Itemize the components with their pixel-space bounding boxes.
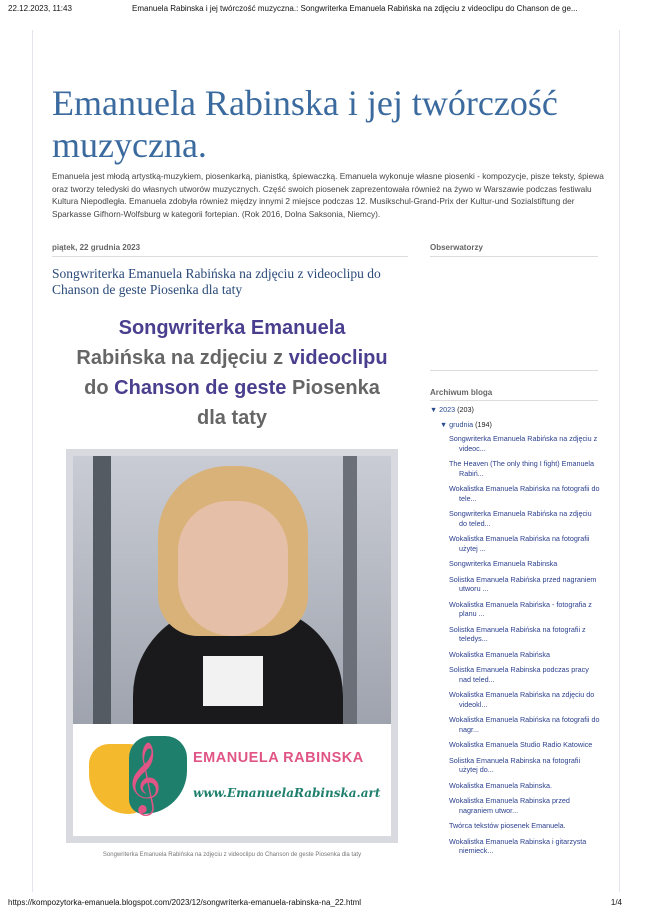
archive-post-link[interactable]: Wokalistka Emanuela Rabińska na zdjęciu do videokl... xyxy=(449,690,595,709)
heading-part: do xyxy=(84,377,109,399)
archive-post-link[interactable]: Songwriterka Emanuela Rabińska na zdjęciu do teled... xyxy=(449,509,592,528)
month-count: (194) xyxy=(475,419,492,429)
archive-post-link[interactable]: Solistka Emanuela Rabińska przed nagraniem utworu ... xyxy=(449,574,597,593)
expand-triangle-icon[interactable]: ▼ xyxy=(430,405,438,414)
print-page-number: 1/4 xyxy=(610,898,622,907)
image-caption: Songwriterka Emanuela Rabińska na zdjęciu z videoclipu do Chanson de geste Piosenka dla taty xyxy=(102,852,362,858)
year-count: (203) xyxy=(457,405,474,414)
heading-part: u xyxy=(375,347,388,369)
archive-post-link[interactable]: Wokalistka Emanuela Rabinska i gitarzysta niemieck... xyxy=(449,836,587,855)
print-page-title: Emanuela Rabinska i jej twórczość muzyczna.: Songwriterka Emanuela Rabińska na zdjęciu z videoclipu do Chanson de ge... xyxy=(132,4,578,13)
divider xyxy=(52,256,408,257)
archive-post-link[interactable]: Wokalistka Emanuela Rabińska na fotografii użytej ... xyxy=(449,534,590,553)
archive-post-link[interactable]: Wokalistka Emanuela Rabinska przed nagraniem utwor... xyxy=(449,796,570,815)
archive-post-link[interactable]: Wokalistka Emanuela Rabinska. xyxy=(449,780,552,790)
post-heading xyxy=(52,313,412,433)
tree-trunk xyxy=(343,456,357,724)
face xyxy=(178,501,288,636)
collar xyxy=(203,656,263,706)
divider xyxy=(430,370,598,371)
heading-part: Chanson de geste xyxy=(114,377,287,399)
heading-part: dla taty xyxy=(196,407,268,429)
archive-post-link[interactable]: Wokalistka Emanuela Rabińska - fotografia z planu ... xyxy=(449,599,592,618)
blog-description: Emanuela jest młodą artystką-muzykiem, piosenkarką, pianistką, śpiewaczką. Emanuela wykonuje własne piosenki - kompozycje, pisze teksty, śpiewa oraz tworzy teledyski do własnych utworów muzycznych. Część swoich piosenek zaprezentowała również na żywo w Warszawie podczas festiwalu Kultura Niepodległa. Emanuela zdobyła również między innymi 2 miejsce podczas 12. Musikschul-Grand-Prix der Kultur-und Sozialstiftung der Sparkasse Gifhorn-Wolfsburg w kategorii fortepian. (Rok 2016, Dolna Saksonia, Niemcy). xyxy=(52,171,604,219)
treble-clef-icon: 𝄞 xyxy=(125,740,162,813)
archive-heading: Archiwum bloga xyxy=(430,388,493,397)
archive-post-link[interactable]: Songwriterka Emanuela Rabińska na zdjęciu z videoc... xyxy=(449,434,598,453)
followers-heading: Obserwatorzy xyxy=(430,243,483,252)
logo-url: www.EmanuelaRabinska.art xyxy=(193,786,381,800)
post-title[interactable]: Songwriterka Emanuela Rabińska na zdjęciu z videoclipu do Chanson de geste Piosenka dla taty xyxy=(52,266,381,297)
archive-post-link[interactable]: Songwriterka Emanuela Rabinska xyxy=(449,559,558,568)
post-date: piątek, 22 grudnia 2023 xyxy=(52,243,141,252)
archive-post-link[interactable]: Solistka Emanuela Rabinska na fotografii użytej do... xyxy=(449,755,581,774)
heading-part: Rabińska na zdjęciu z xyxy=(76,347,284,369)
archive-post-link[interactable]: Wokalistka Emanuela Studio Radio Katowice xyxy=(449,740,593,749)
heading-part: videoclip xyxy=(288,347,376,369)
post-image[interactable] xyxy=(66,449,398,843)
archive-post-link[interactable]: Solistka Emanuela Rabińska na fotografii z teledys... xyxy=(449,624,586,643)
heading-part: Songwriterka xyxy=(118,317,246,339)
heading-part: Emanuela xyxy=(250,317,346,339)
tree-trunk xyxy=(93,456,111,724)
archive-post-link[interactable]: Twórca tekstów piosenek Emanuela. xyxy=(449,821,566,830)
print-datetime: 22.12.2023, 11:43 xyxy=(8,4,72,13)
archive-post-link[interactable]: Wokalistka Emanuela Rabińska na fotografii do nagr... xyxy=(449,715,600,734)
blog-title[interactable]: Emanuela Rabinska i jej twórczość muzyczna. xyxy=(52,83,558,165)
logo xyxy=(73,724,391,836)
divider xyxy=(430,400,598,401)
archive-year[interactable]: 2023 xyxy=(439,405,456,414)
archive-post-link[interactable]: Wokalistka Emanuela Rabińska na fotografii do tele... xyxy=(449,484,600,503)
expand-triangle-icon[interactable]: ▼ xyxy=(440,419,448,429)
logo-name: EMANUELA RABINSKA xyxy=(193,750,364,766)
archive-post-link[interactable]: Wokalistka Emanuela Rabińska xyxy=(449,649,550,659)
heading-part: Piosenka xyxy=(292,377,380,399)
archive-tree xyxy=(430,405,600,862)
archive-post-link[interactable]: The Heaven (The only thing I fight) Emanuela Rabiń... xyxy=(449,459,595,478)
archive-month[interactable]: grudnia xyxy=(449,419,474,429)
divider xyxy=(430,256,598,257)
archive-post-link[interactable]: Solistka Emanuela Rabinska podczas pracy nad teled... xyxy=(449,665,589,684)
photo xyxy=(73,456,391,724)
print-url: https://kompozytorka-emanuela.blogspot.com/2023/12/songwriterka-emanuela-rabinska-na_22.html xyxy=(8,898,362,907)
